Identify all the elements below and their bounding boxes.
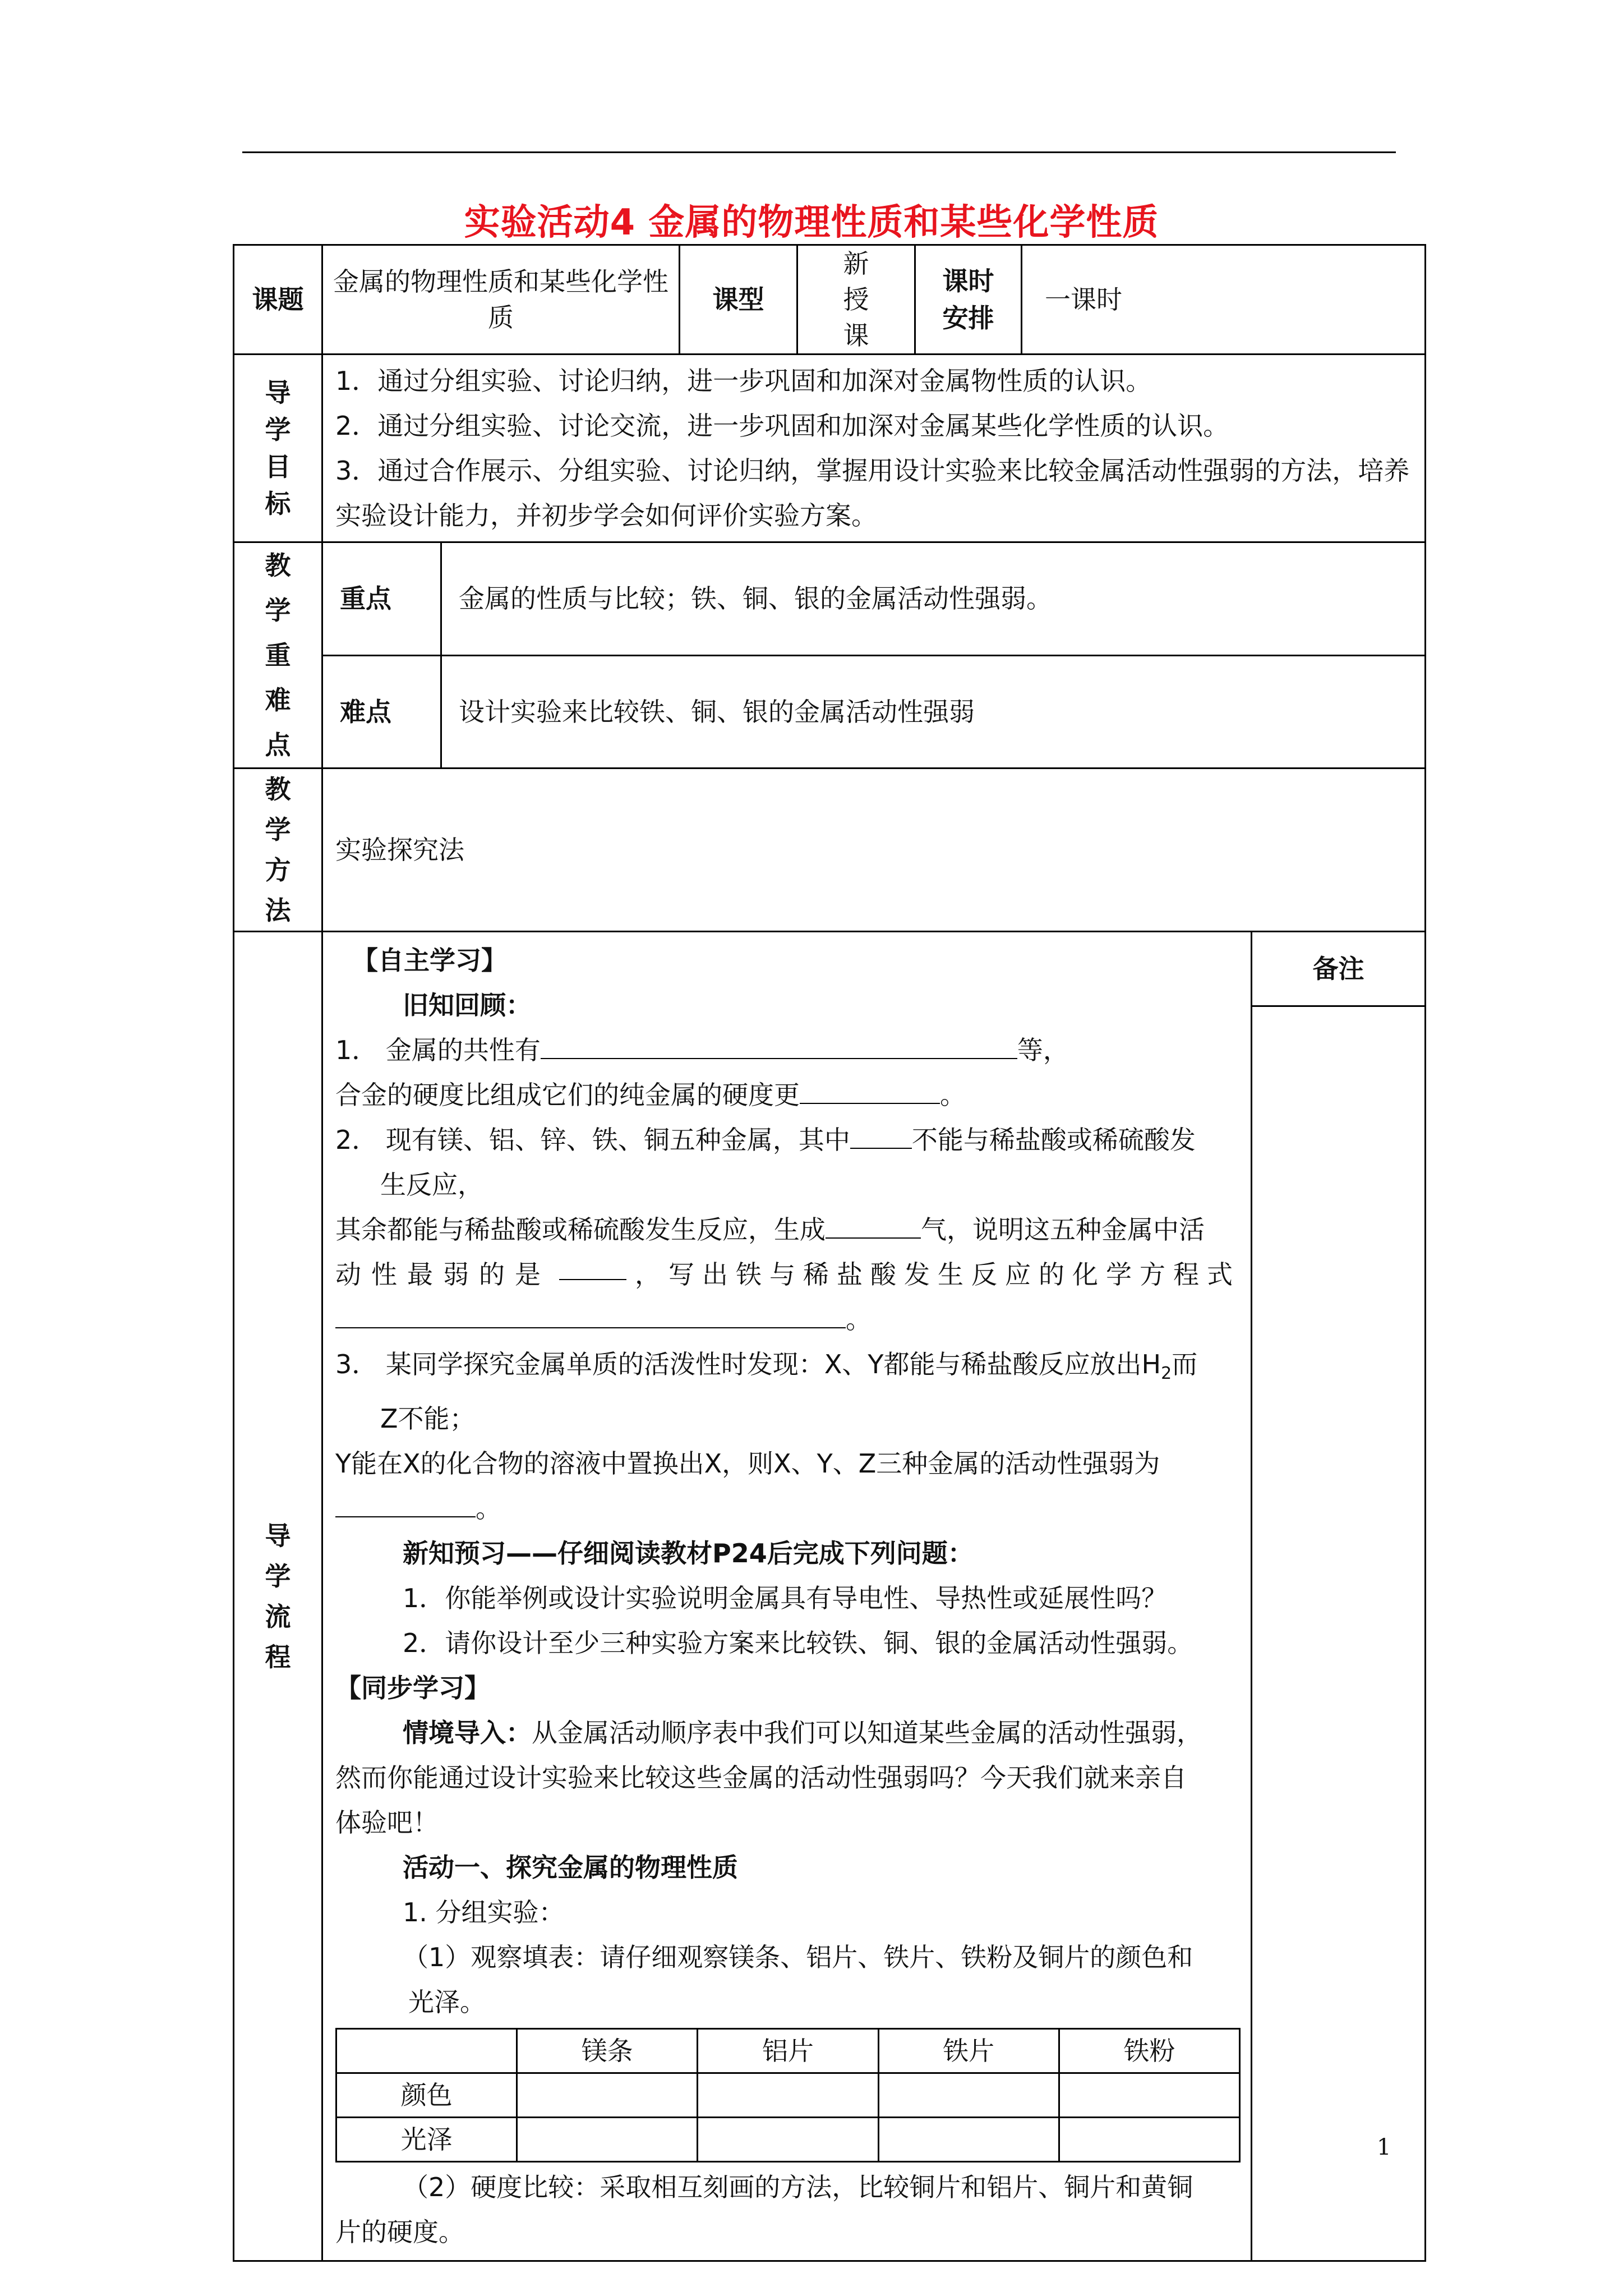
- obs-row-luster: [336, 2118, 1240, 2162]
- q2-text-d: 其余都能与稀盐酸或稀硫酸发生反应，生成: [335, 1214, 826, 1245]
- method-text: 实验探究法: [322, 769, 1426, 932]
- question-3-line-2: Z不能；: [380, 1404, 476, 1434]
- obs-fill-cell[interactable]: [878, 2073, 1059, 2118]
- intro-line-3: 体验吧！: [335, 1807, 439, 1838]
- step-1: 1. 分组实验：: [403, 1897, 565, 1928]
- step-1-2-cont: 片的硬度。: [335, 2217, 464, 2248]
- type-label: 课型: [680, 245, 797, 355]
- obs-row-label: 光泽: [336, 2118, 517, 2162]
- step-1-2: （2）硬度比较：采取相互刻画的方法，比较铜片和铝片、铜片和黄铜: [403, 2172, 1193, 2203]
- q3-subscript: 2: [1161, 1364, 1172, 1384]
- objective-item: 1．通过分组实验、讨论归纳，进一步巩固和加深对金属物性质的认识。: [335, 366, 1152, 396]
- obs-fill-cell[interactable]: [1059, 2118, 1239, 2162]
- q2-text-f: 动性最弱的是: [335, 1259, 551, 1290]
- question-1-line: [335, 1028, 1241, 1073]
- q2-text-b: 不能与稀盐酸或稀硫酸发: [911, 1125, 1196, 1155]
- question-3-line-3: Y能在X的化合物的溶液中置换出X，则X、Y、Z三种金属的活动性强弱为: [335, 1448, 1160, 1479]
- question-2-line-4: [335, 1252, 1241, 1297]
- q2-text-g: ，写出铁与稀盐酸发生反应的化学方程式: [635, 1259, 1241, 1290]
- answer-blank[interactable]: [335, 1300, 846, 1328]
- question-3-line-4: [335, 1486, 1241, 1531]
- q3-text-e: 。: [476, 1493, 501, 1524]
- objective-item: 2．通过分组实验、讨论交流，进一步巩固和加深对金属某些化学性质的认识。: [335, 411, 1229, 441]
- method-label: 教学方法: [234, 769, 322, 932]
- obs-fill-cell[interactable]: [1059, 2073, 1239, 2118]
- preview-heading: 新知预习——仔细阅读教材P24后完成下列问题：: [403, 1538, 974, 1569]
- q2-text-e: 气，说明这五种金属中活: [921, 1214, 1205, 1245]
- obs-fill-cell[interactable]: [698, 2118, 878, 2162]
- question-2-line: [335, 1117, 1241, 1162]
- objectives-content: [322, 355, 1426, 542]
- obs-header-cell: 镁条: [517, 2029, 698, 2073]
- intro-line: [335, 1710, 1241, 1755]
- q1-text-c: 合金的硬度比组成它们的纯金属的硬度更: [335, 1080, 800, 1110]
- hours-label: 课时安排: [915, 245, 1022, 355]
- observation-table: [335, 2028, 1241, 2162]
- obs-fill-cell[interactable]: [878, 2118, 1059, 2162]
- obs-header-cell: 铝片: [698, 2029, 878, 2073]
- focus-label: 重点: [322, 542, 441, 656]
- question-3-line: [335, 1342, 1241, 1396]
- answer-blank[interactable]: [541, 1031, 1017, 1059]
- q3-text-a: 3． 某同学探究金属单质的活泼性时发现：X、Y都能与稀盐酸反应放出H: [335, 1349, 1161, 1379]
- difficulty-label: 难点: [322, 655, 441, 769]
- activity1-heading: 活动一、探究金属的物理性质: [403, 1852, 738, 1883]
- notes-label: 备注: [1252, 932, 1424, 1007]
- obs-header-row: [336, 2029, 1240, 2073]
- page-number: 1: [1377, 2134, 1391, 2160]
- question-2-line-3: [335, 1207, 1241, 1252]
- q1-text-d: 。: [940, 1080, 966, 1110]
- objectives-row: [234, 355, 1426, 542]
- type-value: 新授课: [797, 245, 915, 355]
- difficulty-text: 设计实验来比较铁、铜、银的金属活动性强弱: [441, 655, 1426, 769]
- obs-row-color: [336, 2073, 1240, 2118]
- answer-blank[interactable]: [850, 1121, 912, 1149]
- step-1-1: （1）观察填表：请仔细观察镁条、铝片、铁片、铁粉及铜片的颜色和: [403, 1942, 1193, 1973]
- lesson-plan-table: [233, 244, 1426, 2262]
- header-row: [234, 245, 1426, 355]
- q2-text-a: 2． 现有镁、铝、锌、铁、铜五种金属，其中: [335, 1125, 850, 1155]
- obs-header-cell: 铁粉: [1059, 2029, 1239, 2073]
- method-row: [234, 769, 1426, 932]
- q1-text-b: 等，: [1017, 1035, 1069, 1065]
- question-2-line-5: [335, 1297, 1241, 1342]
- keypoints-label: 教学重难点: [234, 542, 322, 769]
- flow-row: [234, 932, 1426, 2261]
- intro-line-2: 然而你能通过设计实验来比较这些金属的活动性强弱吗？今天我们就来亲自: [335, 1763, 1187, 1793]
- review-heading: 旧知回顾：: [403, 990, 532, 1020]
- obs-fill-cell[interactable]: [517, 2073, 698, 2118]
- self-study-heading: 【自主学习】: [352, 945, 507, 976]
- page-title: 实验活动4 金属的物理性质和某些化学性质: [464, 202, 1159, 243]
- q1-text-a: 1． 金属的共性有: [335, 1035, 541, 1065]
- obs-header-cell: [336, 2029, 517, 2073]
- difficulty-row: [234, 655, 1426, 769]
- obs-fill-cell[interactable]: [517, 2118, 698, 2162]
- intro-text: 从金属活动顺序表中我们可以知道某些金属的活动性强弱，: [532, 1718, 1202, 1749]
- question-2-line-2: 生反应，: [380, 1170, 483, 1200]
- topic-label: 课题: [234, 245, 322, 355]
- answer-blank[interactable]: [335, 1489, 476, 1517]
- topic-value: 金属的物理性质和某些化学性质: [322, 245, 680, 355]
- sync-heading: 【同步学习】: [335, 1673, 490, 1704]
- hours-value: 一课时: [1022, 245, 1426, 355]
- question-1-line-2: [335, 1073, 1241, 1117]
- obs-header-cell: 铁片: [878, 2029, 1059, 2073]
- answer-blank[interactable]: [800, 1076, 940, 1104]
- answer-blank[interactable]: [559, 1252, 626, 1280]
- flow-label: 导学流程: [234, 932, 322, 2261]
- q3-text-b: 而: [1172, 1349, 1198, 1379]
- objectives-label: 导学目标: [234, 355, 322, 542]
- objective-item: 3．通过合作展示、分组实验、讨论归纳，掌握用设计实验来比较金属活动性强弱的方法，培养实验设计能力，并初步学会如何评价实验方案。: [335, 455, 1410, 531]
- header-rule: [242, 151, 1396, 153]
- preview-item: 1．你能举例或设计实验说明金属具有导电性、导热性或延展性吗？: [403, 1583, 1168, 1614]
- answer-blank[interactable]: [826, 1211, 921, 1239]
- intro-label: 情境导入：: [403, 1718, 532, 1749]
- preview-item: 2．请你设计至少三种实验方案来比较铁、铜、银的金属活动性强弱。: [403, 1628, 1193, 1659]
- obs-row-label: 颜色: [336, 2073, 517, 2118]
- q2-text-h: 。: [846, 1304, 872, 1335]
- focus-text: 金属的性质与比较；铁、铜、银的金属活动性强弱。: [441, 542, 1426, 656]
- flow-content: [322, 932, 1252, 2261]
- notes-column: [1252, 932, 1426, 2261]
- step-1-1-cont: 光泽。: [408, 1987, 486, 2018]
- focus-row: [234, 542, 1426, 656]
- obs-fill-cell[interactable]: [698, 2073, 878, 2118]
